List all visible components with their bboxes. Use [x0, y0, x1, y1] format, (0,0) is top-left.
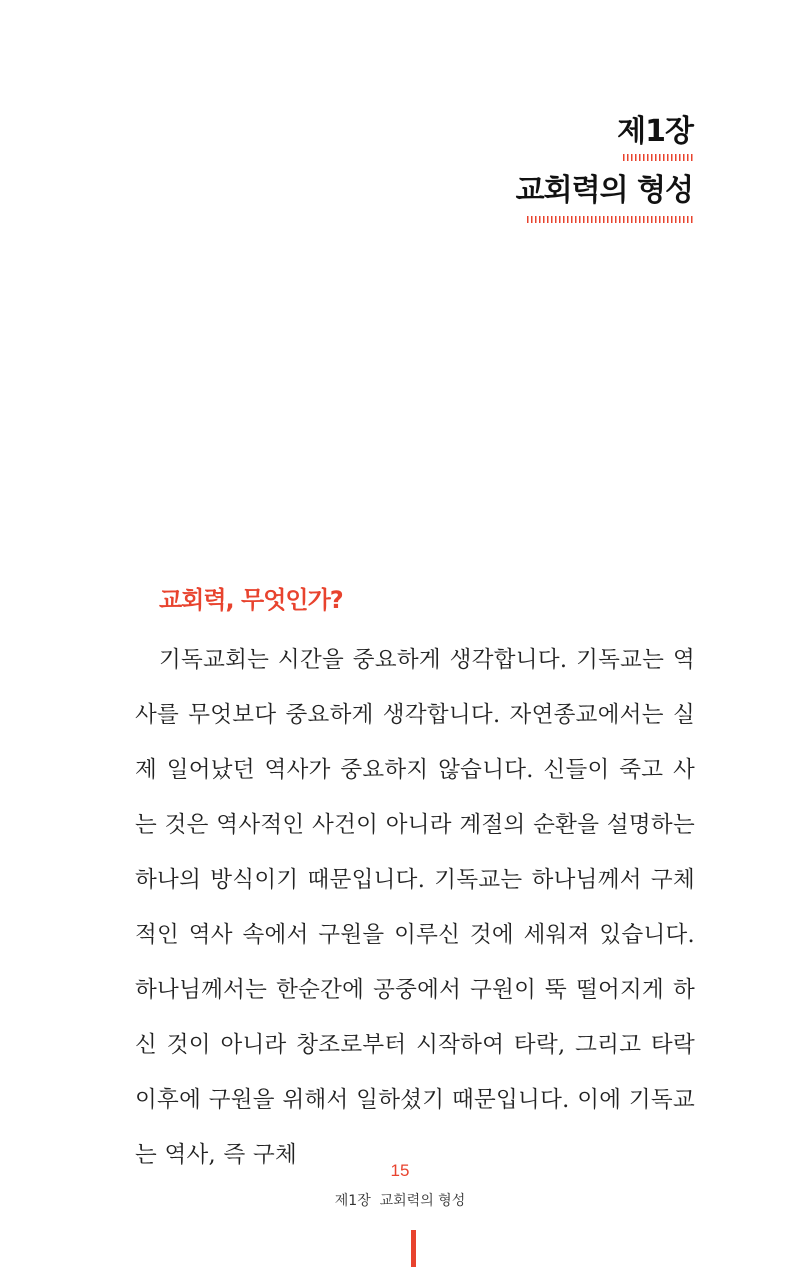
- chapter-number-underline: [623, 154, 693, 161]
- running-footer: [0, 1189, 800, 1213]
- chapter-number: 제1장: [617, 114, 693, 149]
- page-number: 15: [390, 1161, 410, 1180]
- chapter-heading: [516, 112, 693, 223]
- running-footer-title: 제1장 교회력의 형성: [334, 1193, 466, 1209]
- body-paragraph: 기독교회는 시간을 중요하게 생각합니다. 기독교는 역사를 무엇보다 중요하게 생각합니다. 자연종교에서는 실제 일어났던 역사가 중요하지 않습니다. 신들이 죽고 사는 것은 역사적인 사건이 아니라 계절의 순환을 설명하는 하나의 방식이기 때문입니다. 기독교는 하나님께서 구체적인 역사 속에서 구원을 이루신 것에 세워져 있습니다. 하나님께서는 한순간에 공중에서 구원이 뚝 떨어지게 하신 것이 아니라 창조로부터 시작하여 타락, 그리고 타락 이후에 구원을 위해서 일하셨기 때문입니다. 이에 기독교는 역사, 즉 구체: [135, 647, 695, 1168]
- footer-accent-bar: [411, 1230, 416, 1267]
- chapter-title: 교회력의 형성: [515, 173, 693, 208]
- chapter-title-underline: [527, 216, 693, 223]
- section-title: 교회력, 무엇인가?: [159, 586, 343, 614]
- section: [135, 579, 695, 1206]
